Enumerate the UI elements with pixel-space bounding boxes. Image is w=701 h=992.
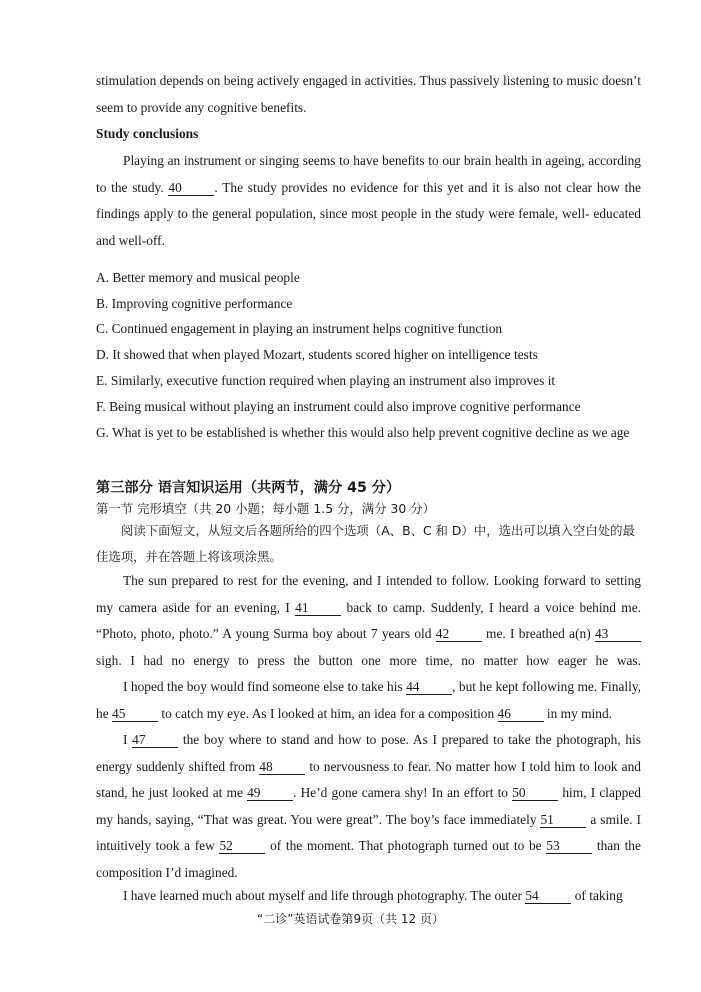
- answer-blank-48: 48: [259, 759, 305, 775]
- answer-blank-49: 49: [247, 785, 293, 801]
- option-d: D. It showed that when played Mozart, students scored higher on intelligence tests: [96, 347, 538, 362]
- option-g: G. What is yet to be established is whether this would also help prevent cognitive decline as we age: [96, 425, 630, 440]
- option-e: E. Similarly, executive function required when playing an instrument also improves it: [96, 373, 556, 388]
- option-c: C. Continued engagement in playing an instrument helps cognitive function: [96, 321, 503, 336]
- answer-blank-45: 45: [112, 706, 158, 722]
- option-a: A. Better memory and musical people: [96, 270, 300, 285]
- answer-blank-54: 54: [525, 888, 571, 904]
- answer-blank-53: 53: [546, 838, 592, 854]
- cloze-paragraph-4: I have learned much about myself and life through photography. The outer 54 of taking: [123, 888, 623, 903]
- section-heading-study-conclusions: Study conclusions: [96, 126, 199, 141]
- answer-blank-43: 43: [595, 626, 641, 642]
- answer-blank-41: 41: [295, 600, 341, 616]
- part-three-title: 第三部分 语言知识运用（共两节，满分 45 分）: [96, 480, 401, 496]
- answer-blank-40: 40: [168, 180, 214, 196]
- answer-blank-47: 47: [132, 732, 178, 748]
- answer-blank-42: 42: [436, 626, 482, 642]
- answer-blank-52: 52: [219, 838, 265, 854]
- answer-blank-51: 51: [540, 812, 586, 828]
- page-footer: “二诊”英语试卷第9页（共 12 页）: [257, 912, 444, 926]
- cloze-instructions: 阅读下面短文，从短文后各题所给的四个选项（A、B、C 和 D）中，选出可以填入空白处的最佳选项，并在答题上将该项涂黑。: [96, 523, 635, 564]
- cloze-paragraph-1: The sun prepared to rest for the evening, and I intended to follow. Looking forward to setting my camera aside for an evening, I 41 back to camp. Suddenly, I heard a voice behind me. “Photo, photo, photo.” A young Surma boy about 7 years old 42 me. I breathed a(n) 43 sigh. I had no energy to press the button one more time, no matter how eager he was.: [96, 573, 642, 668]
- reading-paragraph-continued: stimulation depends on being actively engaged in activities. Thus passively listening to music doesn’t seem to provide any cognitive benefits.: [96, 73, 641, 115]
- study-conclusions-paragraph: Playing an instrument or singing seems to have benefits to our brain health in ageing, according to the study. 40 . The study provides no evidence for this yet and it is also not clear how the findings apply to the general population, since most people in the study were female, well- educated and well-off.: [96, 153, 641, 248]
- cloze-section-subtitle: 第一节 完形填空（共 20 小题；每小题 1.5 分，满分 30 分）: [96, 501, 436, 516]
- cloze-paragraph-2: I hoped the boy would find someone else to take his 44 , but he kept following me. Finally, he 45 to catch my eye. As I looked at him, an idea for a composition 46 in my mind.: [96, 679, 641, 721]
- option-f: F. Being musical without playing an instrument could also improve cognitive performance: [96, 399, 581, 414]
- option-b: B. Improving cognitive performance: [96, 296, 293, 311]
- answer-blank-50: 50: [512, 785, 558, 801]
- answer-blank-46: 46: [498, 706, 544, 722]
- answer-blank-44: 44: [406, 679, 452, 695]
- cloze-paragraph-3: I 47 the boy where to stand and how to pose. As I prepared to take the photograph, his energy suddenly shifted from 48 to nervousness to fear. No matter how I told him to look and stand, he just looked at me 49 . He’d gone camera shy! In an effort to 50 him, I clapped my hands, saying, “That was great. You were great”. The boy’s face immediately 51 a smile. I intuitively took a few 52 of the moment. That photograph turned out to be 53 than the composition I’d imagined.: [96, 732, 641, 880]
